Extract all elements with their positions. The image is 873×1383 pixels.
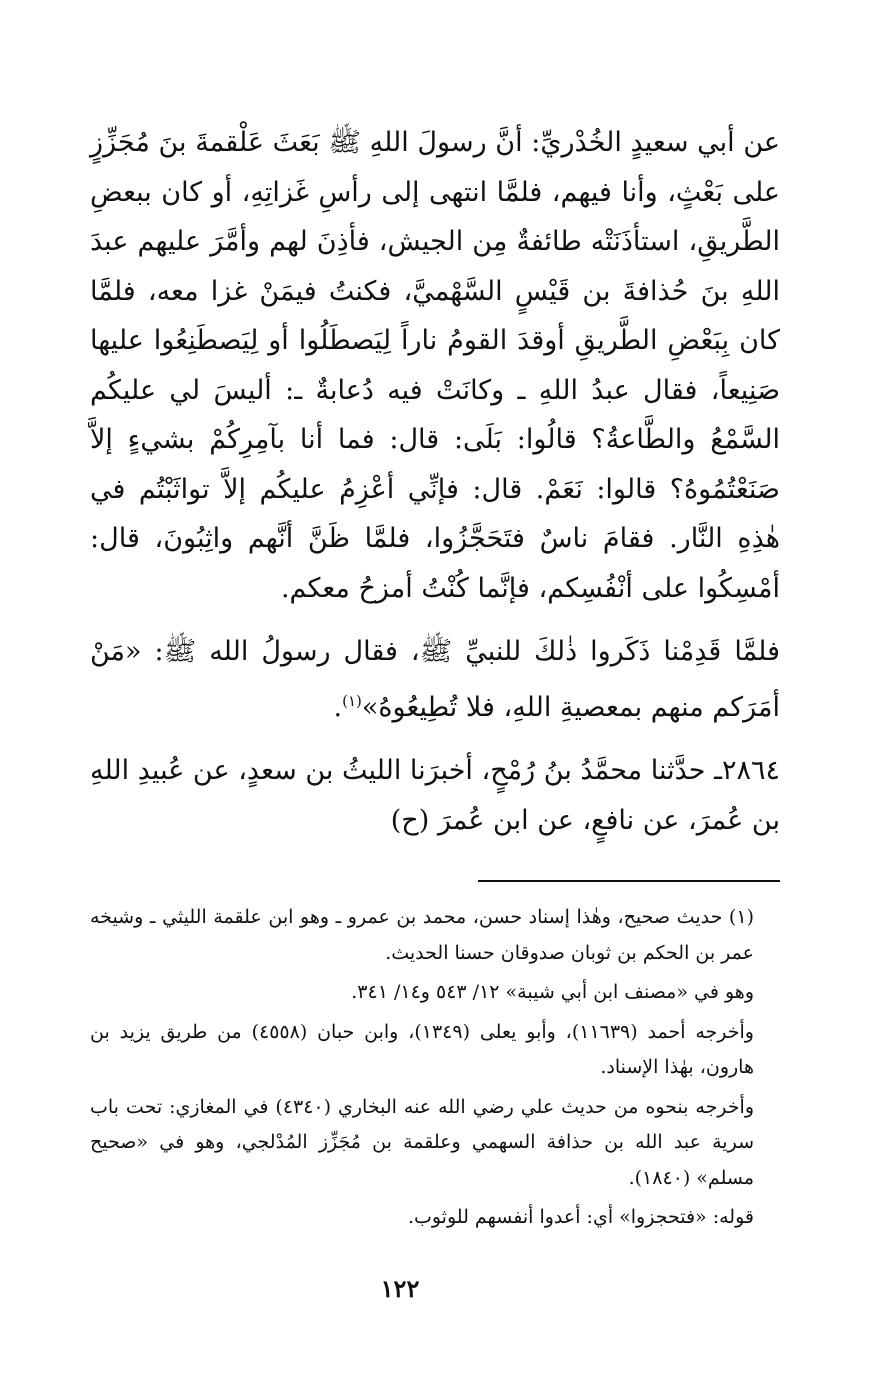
footnote-bukhari: وأخرجه بنحوه من حديث علي رضي الله عنه البخاري (٤٣٤٠) في المغازي: تحت باب سرية عبد الله بن حذافة السهمي وعلقمة بن مُجَزِّز المُدْلجي، وهو في «صحيح مسلم» (١٨٤٠). [90, 1095, 754, 1189]
footnote-reference: (١) [342, 691, 362, 710]
main-text [90, 118, 780, 845]
footnote-separator [478, 880, 780, 882]
footnote-musannaf: وهو في «مصنف ابن أبي شيبة» ١٢/ ٥٤٣ و١٤/ ٣٤١. [351, 981, 754, 1003]
page-number: ١٢٢ [380, 1274, 420, 1303]
footnote-ahmad: وأخرجه أحمد (١١٦٣٩)، وأبو يعلى (١٣٤٩)، وابن حبان (٤٥٥٨) من طريق يزيد بن هارون، بهٰذا الإسناد. [90, 1020, 754, 1078]
hadith-paragraph: عن أبي سعيدٍ الخُدْريِّ: أنَّ رسولَ اللهِ ﷺ بَعَثَ عَلْقمةَ بنَ مُجَزِّزٍ على بَعْثٍ، وأنا فيهم، فلمَّا انتهى إلى رأسِ غَزاتِهِ، أو كان ببعضِ الطَّريقِ، استأذَنَتْه طائفةٌ مِن الجيش، فأذِنَ لهم وأمَّرَ عليهم عبدَ اللهِ بنَ حُذافةَ بن قَيْسٍ السَّهْميَّ، فكنتُ فيمَنْ غزا معه، فلمَّا كان بِبَعْضِ الطَّريقِ أوقدَ القومُ ناراً لِيَصطَلُوا أو لِيَصطَنِعُوا عليها صَنِيعاً، فقال عبدُ اللهِ ـ وكانَتْ فيه دُعابةٌ ـ: أليسَ لي عليكُم السَّمْعُ والطَّاعةُ؟ قالُوا: بَلَى: قال: فما أنا بآمِرِكُمْ بشيءٍ إلاَّ صَنَعْتُمُوهُ؟ قالوا: نَعَمْ. قال: فإنِّي أعْزِمُ عليكُم إلاَّ تواثَبْتُم في هٰذِهِ النَّار. فقامَ ناسٌ فتَحَجَّزُوا، فلمَّا ظَنَّ أنَّهم واثِبُونَ، قال: أمْسِكُوا على أنْفُسِكم، فإنَّما كُنْتُ أمزحُ معكم. [90, 127, 780, 604]
hadith-conclusion-paragraph [90, 627, 780, 732]
footnotes [90, 900, 780, 1236]
sentence-end: . [333, 691, 343, 723]
hadith-conclusion-text: فلمَّا قَدِمْنا ذَكَروا ذٰلكَ للنبيِّ ﷺ، فقال رسولُ الله ﷺ: «مَنْ أمَرَكم منهم بمعصيةِ اللهِ، فلا تُطِيعُوهُ» [90, 636, 780, 723]
footnote-1: (١) حديث صحيح، وهٰذا إسناد حسن، محمد بن عمرو ـ وهو ابن علقمة الليثي ـ وشيخه عمر بن الحكم بن ثوبان صدوقان حسنا الحديث. [90, 906, 754, 964]
hadith-2864-chain: ٢٨٦٤ـ حدَّثنا محمَّدُ بنُ رُمْحٍ، أخبرَنا الليثُ بن سعدٍ، عن عُبيدِ اللهِ بن عُمرَ، عن نافعٍ، عن ابن عُمرَ (ح) [90, 755, 780, 836]
footnote-vocabulary: قوله: «فتحجزوا» أي: أعدوا أنفسهم للوثوب. [407, 1206, 754, 1228]
